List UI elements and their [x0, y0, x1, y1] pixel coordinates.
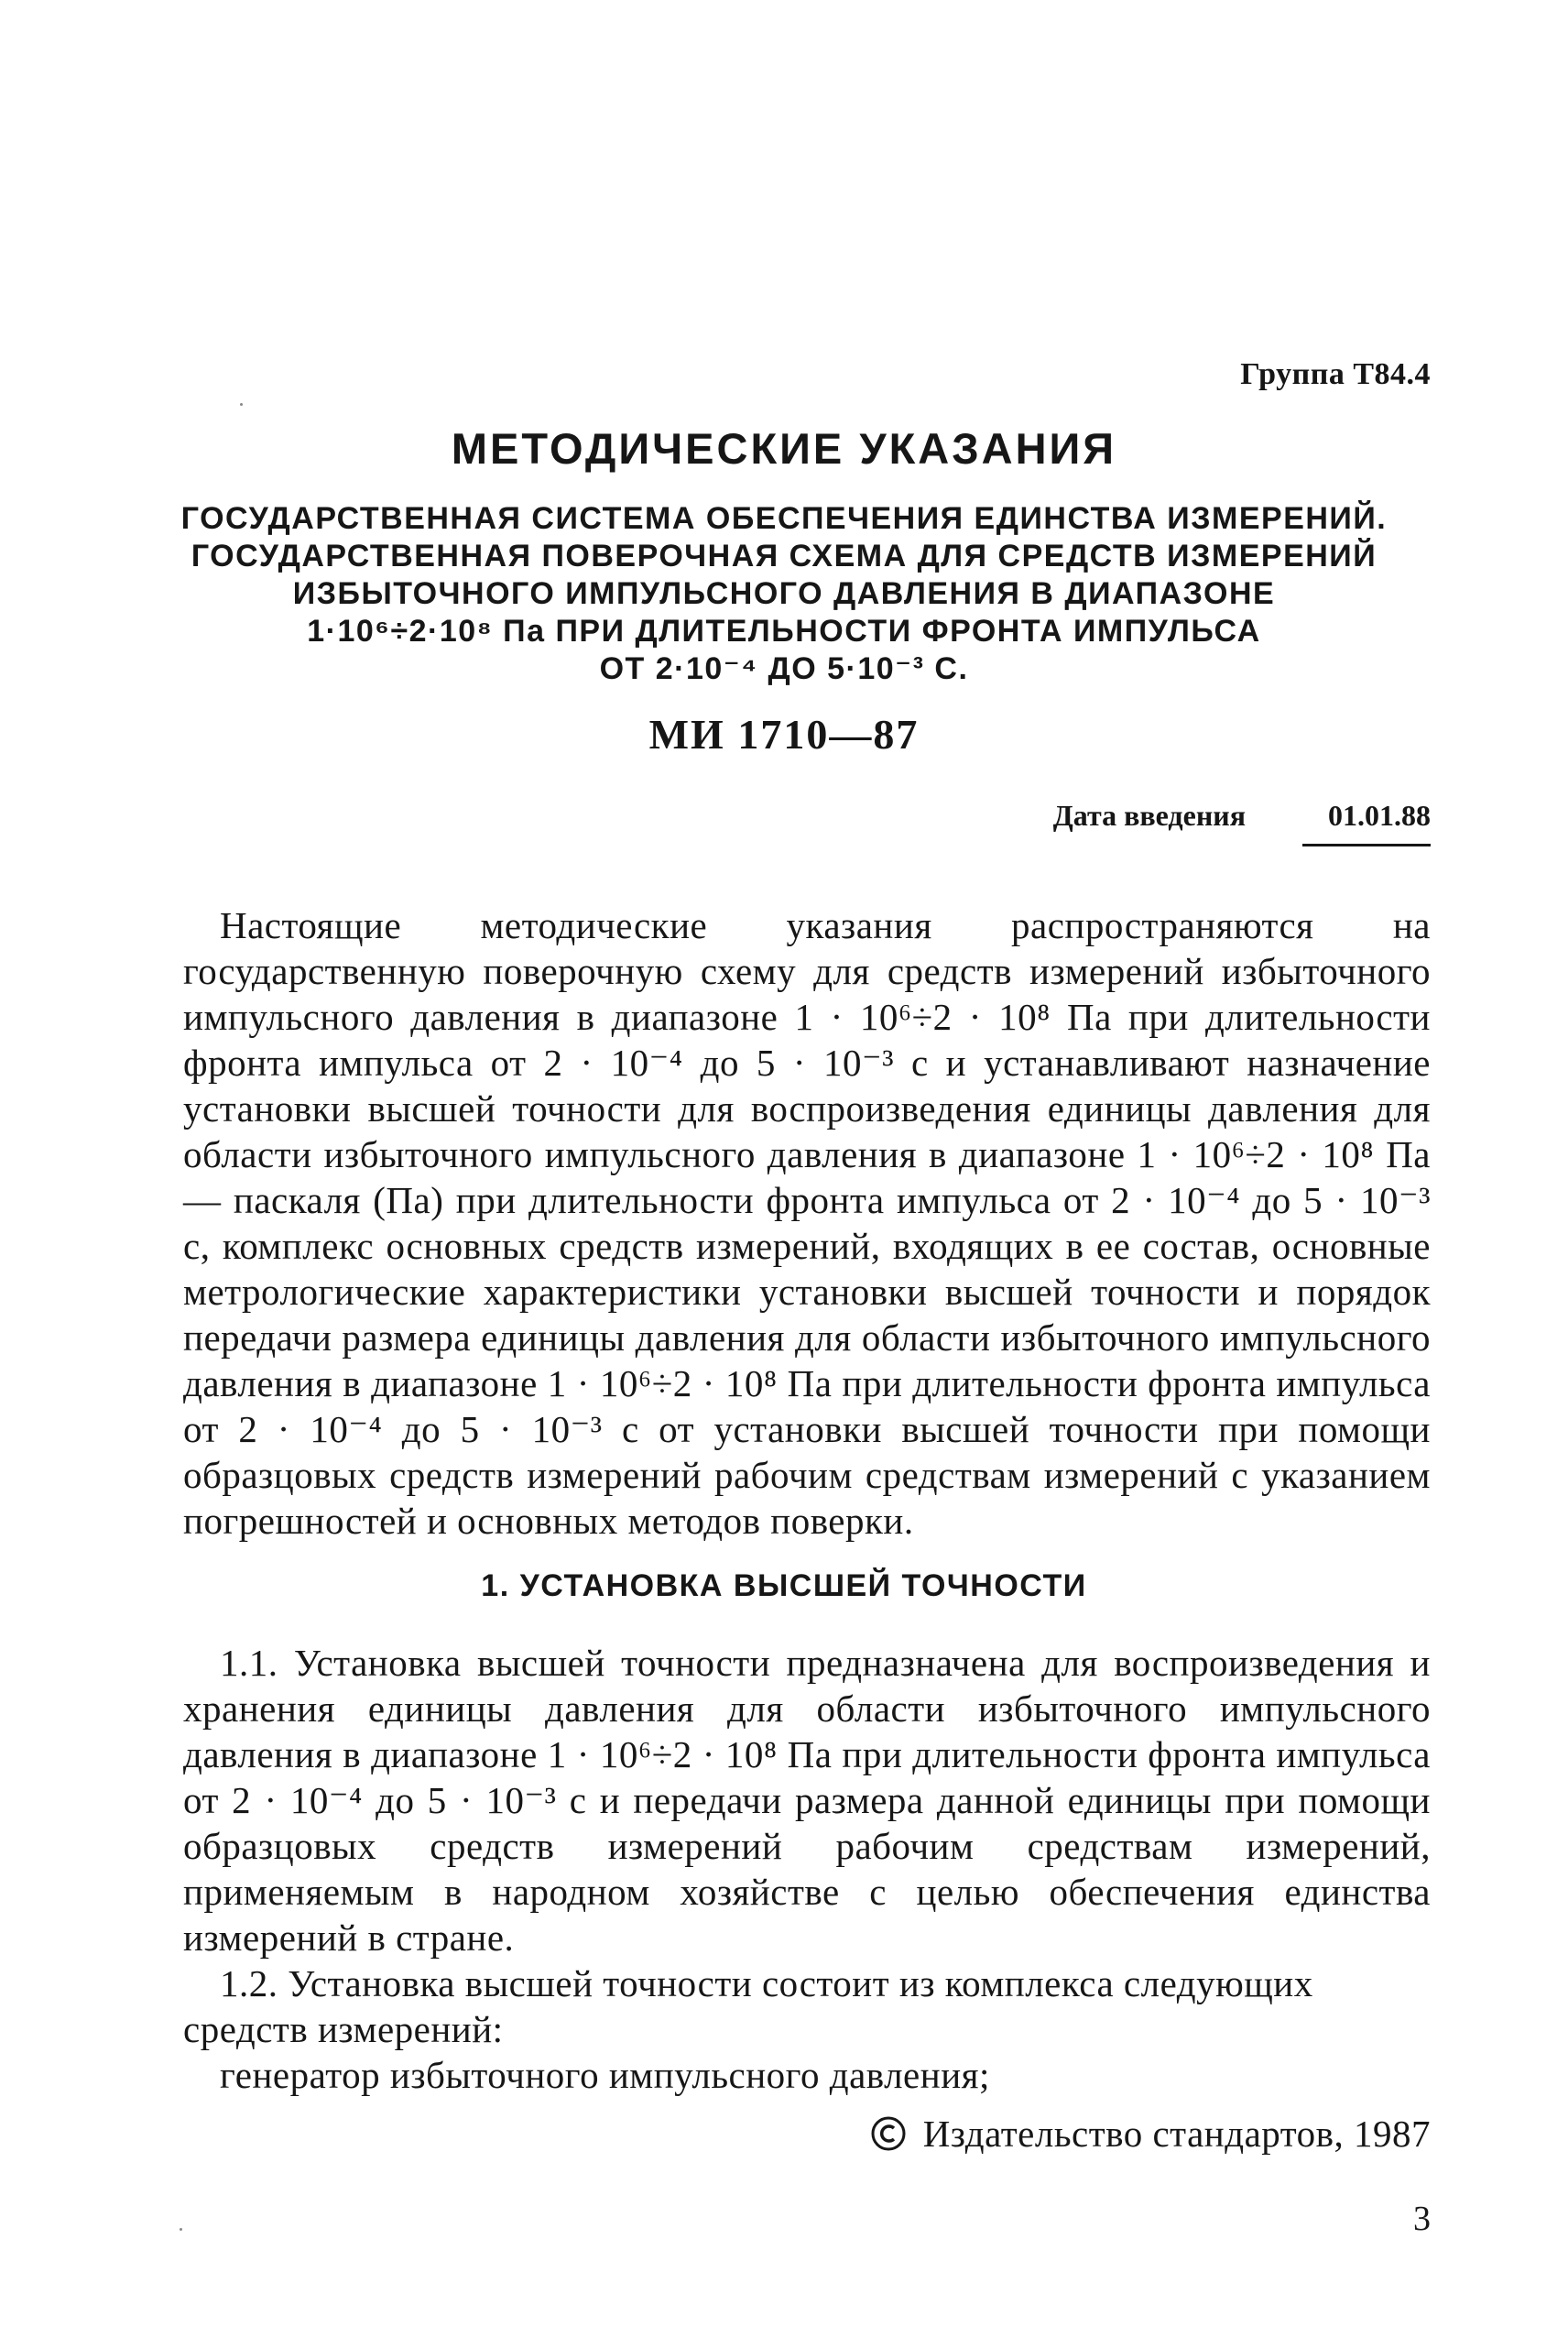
- copyright-notice: [870, 2112, 1431, 2156]
- subtitle-line: 1·10⁶÷2·10⁸ Па ПРИ ДЛИТЕЛЬНОСТИ ФРОНТА ИМПУЛЬСА: [307, 614, 1261, 649]
- document-title: МЕТОДИЧЕСКИЕ УКАЗАНИЯ: [451, 424, 1117, 473]
- document-code: МИ 1710—87: [648, 711, 920, 758]
- subtitle-line: ГОСУДАРСТВЕННАЯ СИСТЕМА ОБЕСПЕЧЕНИЯ ЕДИНСТВА ИЗМЕРЕНИЙ.: [180, 501, 1388, 536]
- section-heading: 1. УСТАНОВКА ВЫСШЕЙ ТОЧНОСТИ: [481, 1568, 1087, 1603]
- scan-speck: [180, 2228, 182, 2231]
- subtitle-line: ГОСУДАРСТВЕННАЯ ПОВЕРОЧНАЯ СХЕМА ДЛЯ СРЕДСТВ ИЗМЕРЕНИЙ: [191, 539, 1377, 573]
- introduction-date-value: 01.01.88: [1302, 799, 1431, 846]
- section-list-item: генератор избыточного импульсного давления;: [220, 2054, 990, 2096]
- section-paragraph: 1.1. Установка высшей точности предназначена для воспроизведения и хранения единицы давления для области избыточного импульсного давления в диапазоне 1 · 10⁶÷2 · 10⁸ Па при длительности фронта импульса от 2 · 10⁻⁴ до 5 · 10⁻³ с и передачи размера данной единицы при помощи образцовых средств измерений рабочим средствам измерений, применяемым в народном хозяйстве с целью обеспечения единства измерений в стране.: [183, 1642, 1431, 1959]
- introduction-date-label: Дата введения: [1052, 799, 1246, 832]
- subtitle-line: ОТ 2·10⁻⁴ ДО 5·10⁻³ С.: [599, 651, 969, 686]
- introduction-date: [1053, 799, 1431, 846]
- page-number: 3: [1413, 2200, 1431, 2238]
- group-label: Группа Т84.4: [1240, 357, 1431, 391]
- copyright-text: Издательство стандартов, 1987: [922, 2113, 1431, 2155]
- intro-paragraph: Настоящие методические указания распространяются на государственную поверочную схему для средств измерений избыточного импульсного давления в диапазоне 1 · 10⁶÷2 · 10⁸ Па при длительности фронта импульса от 2 · 10⁻⁴ до 5 · 10⁻³ с и устанавливают назначение установки высшей точности для воспроизведения единицы давления для области избыточного импульсного давления в диапазоне 1 · 10⁶÷2 · 10⁸ Па — паскаля (Па) при длительности фронта импульса от 2 · 10⁻⁴ до 5 · 10⁻³ с, комплекс основных средств измерений, входящих в ее состав, основные метрологические характеристики установки высшей точности и порядок передачи размера единицы давления для области избыточного импульсного давления в диапазоне 1 · 10⁶÷2 · 10⁸ Па при длительности фронта импульса от 2 · 10⁻⁴ до 5 · 10⁻³ с от установки высшей точности при помощи образцовых средств измерений рабочим средствам измерений с указанием погрешностей и основных методов поверки.: [183, 904, 1431, 1542]
- subtitle-line: ИЗБЫТОЧНОГО ИМПУЛЬСНОГО ДАВЛЕНИЯ В ДИАПАЗОНЕ: [292, 576, 1276, 611]
- section-paragraph: 1.2. Установка высшей точности состоит из комплекса следующих средств измерений:: [183, 1962, 1313, 2050]
- intro-text: [183, 902, 1431, 1544]
- copyright-icon: [870, 2115, 907, 2152]
- scan-speck: [240, 403, 243, 406]
- section-body: [183, 1640, 1431, 2098]
- document-subtitle: [137, 500, 1431, 688]
